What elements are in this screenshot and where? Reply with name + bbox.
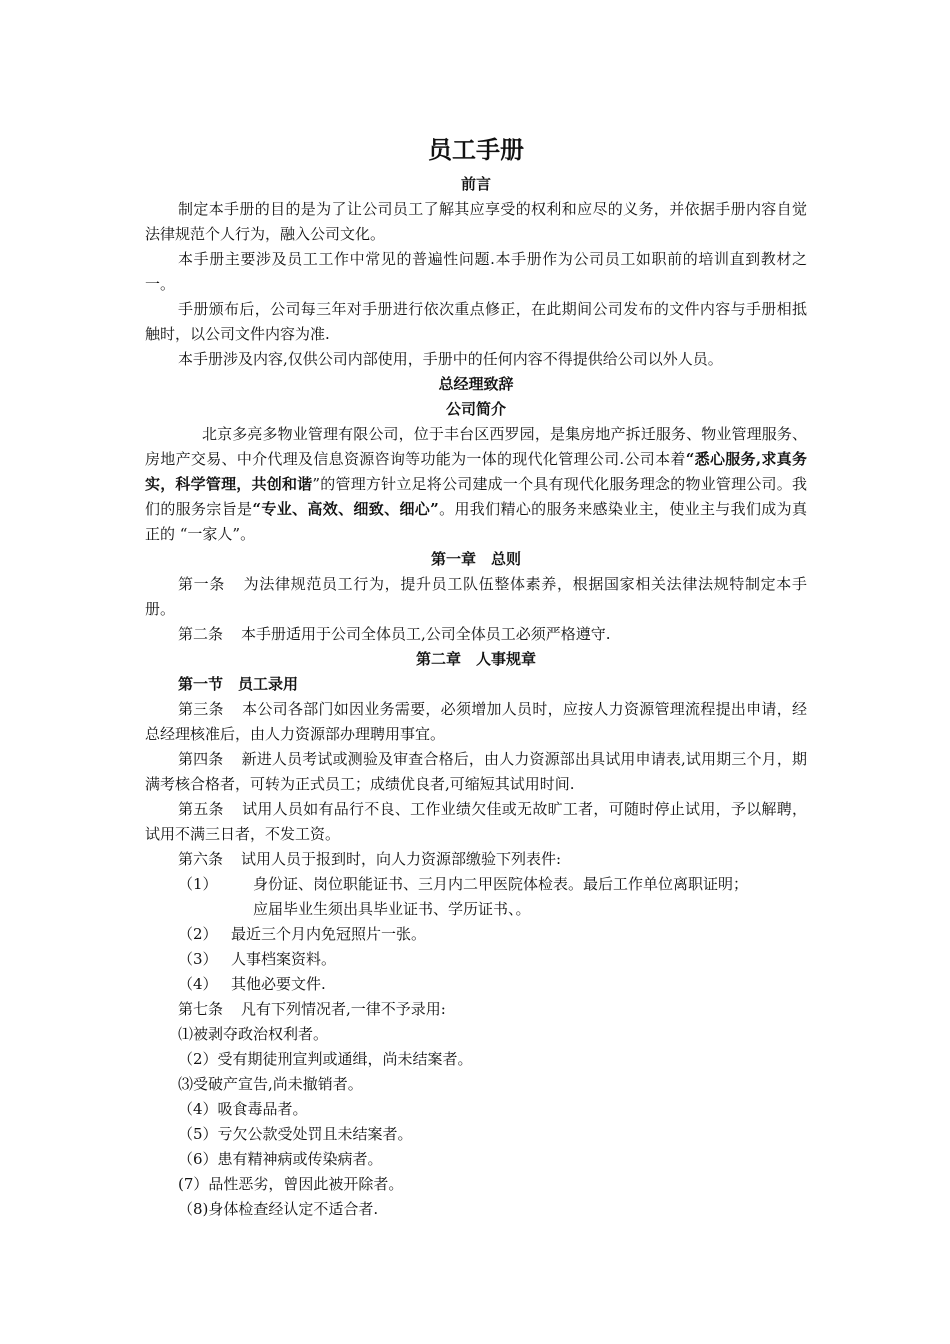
list-item-continuation: 应届毕业生须出具毕业证书、学历证书、。 <box>253 900 531 918</box>
article-label: 第三条 <box>178 700 224 718</box>
article-2 <box>145 622 807 647</box>
intro-text: 北京多亮多物业管理有限公司，位于丰台区西罗园，是集房地产拆迁服务、物业管理服务、房地产交易、中介代理及信息资源咨询等功能为一体的现代化管理公司.公司本着 <box>145 425 807 468</box>
article-5 <box>145 797 807 847</box>
list-item-text: 最近三个月内免冠照片一张。 <box>231 925 427 943</box>
preface-paragraph: 制定本手册的目的是为了让公司员工了解其应享受的权利和应尽的义务，并依据手册内容自觉法律规范个人行为，融入公司文化。 <box>145 200 807 243</box>
article-label: 第七条 <box>178 1000 224 1018</box>
intro-tenet: “专业、高效、细致、细心” <box>252 500 439 518</box>
article-text: 新进人员考试或测验及审查合格后，由人力资源部出具试用申请表,试用期三个月，期满考核合格者，可转为正式员工；成绩优良者,可缩短其试用时间. <box>145 750 807 793</box>
preface-paragraph: 手册颁布后，公司每三年对手册进行依次重点修正，在此期间公司发布的文件内容与手册相抵触时，以公司文件内容为准. <box>145 300 807 343</box>
preface-paragraph: 本手册涉及内容,仅供公司内部使用，手册中的任何内容不得提供给公司以外人员。 <box>178 350 723 368</box>
preface-heading: 前言 <box>460 175 491 193</box>
article-text: 为法律规范员工行为，提升员工队伍整体素养，根据国家相关法律法规特制定本手册。 <box>145 575 807 618</box>
list-item: （4）吸食毒品者。 <box>178 1100 308 1118</box>
list-item: （2）受有期徒刑宣判或通缉，尚未结案者。 <box>178 1050 473 1068</box>
list-item: ⑶受破产宣告,尚未撤销者。 <box>178 1075 363 1093</box>
list-item <box>145 872 807 897</box>
article-4 <box>145 747 807 797</box>
article-6 <box>145 847 807 872</box>
document-title: 员工手册 <box>428 135 524 164</box>
intro-text: ”的管理方针立足将公司建成一个具有现代化服务理念的物业管理公司。我们的服务宗旨是 <box>145 475 807 518</box>
article-1 <box>145 572 807 622</box>
list-item-number: （1） <box>178 875 218 893</box>
document-body <box>145 132 807 1222</box>
list-item-text: 其他必要文件. <box>231 975 326 993</box>
chapter-1-heading: 第一章 总则 <box>430 550 521 568</box>
article-text: 试用人员如有品行不良、工作业绩欠佳或无故旷工者，可随时停止试用，予以解聘，试用不满三日者，不发工资。 <box>145 800 807 843</box>
list-item <box>145 947 807 972</box>
article-label: 第一条 <box>178 575 225 593</box>
chapter-2-heading: 第二章 人事规章 <box>415 650 536 668</box>
list-item <box>145 922 807 947</box>
article-7 <box>145 997 807 1022</box>
article-label: 第五条 <box>178 800 224 818</box>
list-item-number: （4） <box>178 975 218 993</box>
article-text: 本手册适用于公司全体员工,公司全体员工必须严格遵守. <box>241 625 611 643</box>
list-item: ⑴被剥夺政治权利者。 <box>178 1025 329 1043</box>
intro-text: 。用我们精心的服务来感染业主，使业主与我们成为真正的 “一家人”。 <box>145 500 807 543</box>
list-item-number: （2） <box>178 925 218 943</box>
list-item-number: （3） <box>178 950 218 968</box>
article-label: 第四条 <box>178 750 224 768</box>
list-item: （5）亏欠公款受处罚且未结案者。 <box>178 1125 413 1143</box>
preface-paragraph: 本手册主要涉及员工工作中常见的普遍性问题.本手册作为公司员工如职前的培训直到教材之一。 <box>145 250 807 293</box>
article-3 <box>145 697 807 747</box>
article-label: 第六条 <box>178 850 224 868</box>
article-text: 本公司各部门如因业务需要，必须增加人员时，应按人力资源管理流程提出申请，经总经理核准后，由人力资源部办理聘用事宜。 <box>145 700 807 743</box>
list-item: （6）患有精神病或传染病者。 <box>178 1150 383 1168</box>
company-intro-paragraph <box>145 422 807 547</box>
list-item-text: 身份证、岗位职能证书、三月内二甲医院体检表。最后工作单位离职证明； <box>253 875 749 893</box>
gm-speech-heading: 总经理致辞 <box>438 375 514 393</box>
section-1-heading: 第一节 员工录用 <box>178 675 299 693</box>
list-item-text: 人事档案资料。 <box>231 950 337 968</box>
intro-motto: “悉心服务,求真务实，科学管理，共创和谐 <box>145 450 807 493</box>
list-item: （8)身体检查经认定不适合者. <box>178 1200 379 1218</box>
company-intro-heading: 公司简介 <box>445 400 506 418</box>
article-text: 凡有下列情况者,一律不予录用: <box>241 1000 446 1018</box>
article-text: 试用人员于报到时，向人力资源部缴验下列表件: <box>241 850 562 868</box>
article-label: 第二条 <box>178 625 224 643</box>
list-item: (7）品性恶劣，曾因此被开除者。 <box>178 1175 404 1193</box>
list-item <box>145 972 807 997</box>
